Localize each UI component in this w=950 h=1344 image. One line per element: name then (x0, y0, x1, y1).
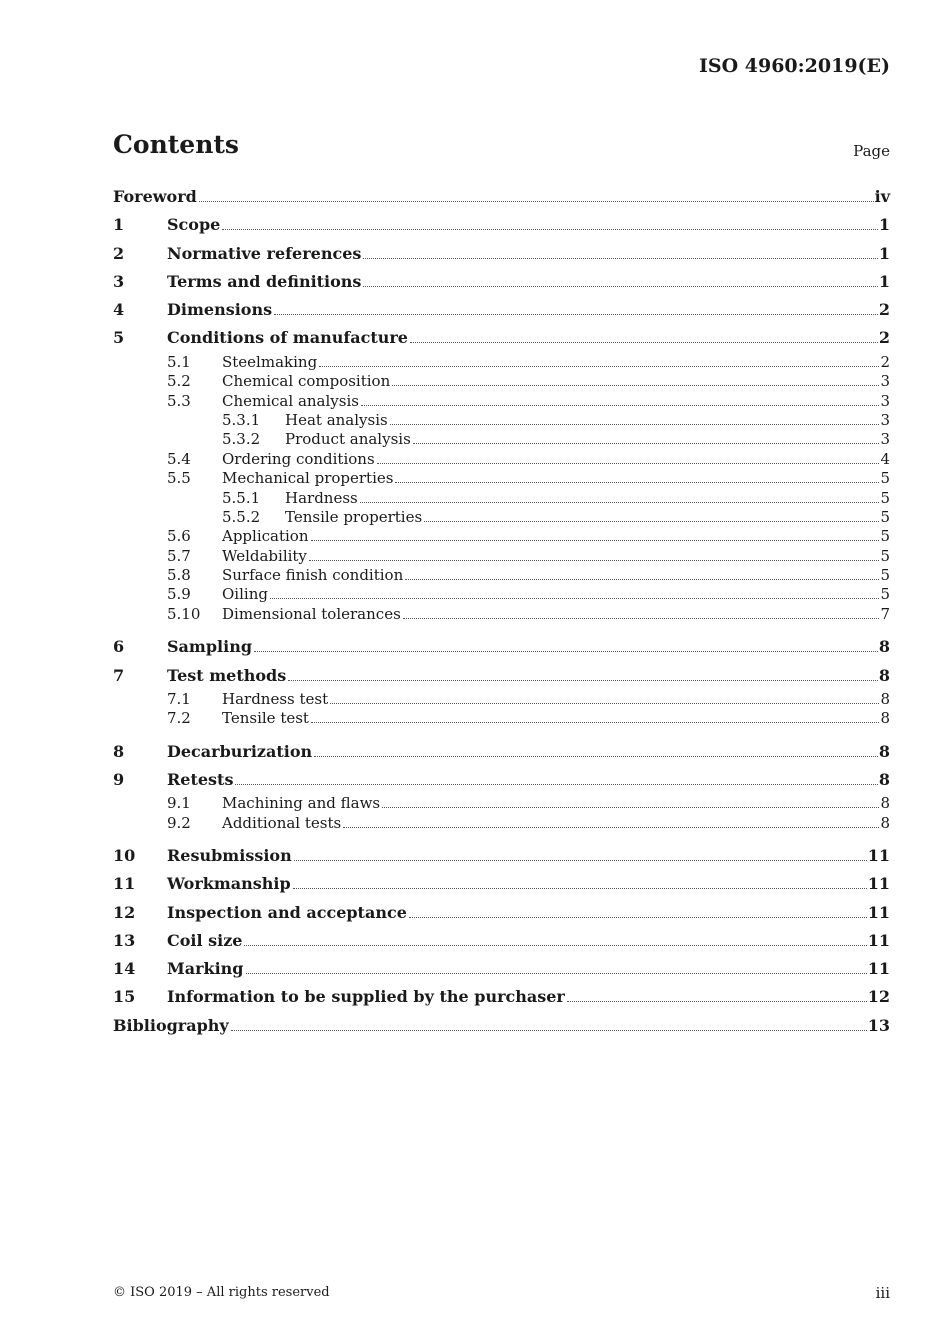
toc-entry-number: 7.1 (167, 689, 191, 708)
dot-leader (246, 973, 867, 974)
toc-entry-page: 8 (878, 665, 890, 685)
toc-entry-label: Test methods (167, 665, 287, 685)
toc-entry[interactable] (113, 296, 890, 324)
toc-entry-page: 11 (867, 930, 890, 950)
toc-entry-label: Additional tests (222, 813, 342, 832)
toc-entry-number: 8 (113, 741, 125, 761)
toc-entry-page: iv (874, 187, 890, 206)
dot-leader (293, 888, 867, 889)
toc-entry-number: 2 (113, 243, 125, 263)
toc-entry-label: Heat analysis (285, 410, 388, 429)
toc-entry-page: 5 (880, 585, 890, 604)
toc-entry[interactable] (113, 372, 890, 391)
toc-entry-number: 12 (113, 902, 136, 922)
toc-entry[interactable] (113, 566, 890, 585)
toc-entry-page: 3 (880, 391, 890, 410)
dot-leader (361, 405, 879, 406)
toc-entry[interactable] (113, 927, 890, 955)
toc-entry-label: Retests (167, 769, 234, 789)
toc-entry-number: 5.3.2 (222, 430, 261, 449)
toc-entry-label: Mechanical properties (222, 469, 394, 488)
dot-leader (294, 860, 867, 861)
document-id: ISO 4960:2019(E) (698, 55, 890, 77)
toc-entry[interactable] (113, 508, 890, 527)
toc-entry-label: Application (222, 527, 309, 546)
toc-entry[interactable] (113, 353, 890, 372)
dot-leader (343, 827, 879, 828)
toc-entry-page: 5 (880, 469, 890, 488)
toc-entry[interactable] (113, 211, 890, 239)
toc-entry[interactable] (113, 709, 890, 728)
dot-leader (409, 917, 867, 918)
dot-leader (395, 482, 879, 483)
toc-entry[interactable] (113, 955, 890, 983)
toc-entry-number: 5 (113, 328, 125, 348)
dot-leader (270, 598, 880, 599)
dot-leader (377, 463, 880, 464)
toc-entry-number: 15 (113, 987, 136, 1007)
toc-entry-number: 7.2 (167, 709, 191, 728)
dot-leader (311, 722, 880, 723)
dot-leader (363, 286, 877, 287)
toc-entry-page: 13 (867, 1015, 890, 1035)
toc-entry-page: 2 (880, 352, 890, 371)
dot-leader (410, 342, 878, 343)
toc-entry-label: Dimensional tolerances (222, 604, 401, 623)
toc-entry-number: 5.1 (167, 352, 191, 371)
toc-entry-page: 1 (878, 215, 890, 235)
toc-entry-number: 13 (113, 930, 136, 950)
toc-entry[interactable] (113, 392, 890, 411)
toc-entry-page: 5 (880, 566, 890, 585)
page-number-footer: iii (875, 1284, 890, 1302)
toc-entry-page: 8 (880, 709, 890, 728)
toc-entry-label: Dimensions (167, 300, 273, 320)
toc-entry[interactable] (113, 183, 890, 211)
toc-entry-number: 14 (113, 959, 136, 979)
toc-entry-number: 9.1 (167, 794, 191, 813)
toc-entry[interactable] (113, 633, 890, 661)
toc-entry[interactable] (113, 324, 890, 352)
dot-leader (392, 385, 879, 386)
toc-entry-page: 8 (878, 741, 890, 761)
toc-entry-page: 3 (880, 410, 890, 429)
copyright-footer: © ISO 2019 – All rights reserved (113, 1285, 330, 1300)
toc-entry-page: 1 (878, 243, 890, 263)
toc-entry-number: 5.3 (167, 391, 191, 410)
toc-entry-number: 5.10 (167, 604, 201, 623)
toc-entry-page: 1 (878, 271, 890, 291)
toc-entry[interactable] (113, 411, 890, 430)
toc-entry[interactable] (113, 605, 890, 624)
toc-entry-page: 11 (867, 959, 890, 979)
page-column-label: Page (853, 142, 890, 160)
toc-entry-label: Chemical analysis (222, 391, 359, 410)
toc-entry[interactable] (113, 489, 890, 508)
toc-entry[interactable] (113, 527, 890, 546)
dot-leader (254, 651, 878, 652)
toc-entry-label: Normative references (167, 243, 362, 263)
toc-entry-label: Surface finish condition (222, 566, 404, 585)
toc-entry[interactable] (113, 899, 890, 927)
toc-entry-number: 11 (113, 874, 136, 894)
dot-leader (309, 560, 880, 561)
toc-entry[interactable] (113, 240, 890, 268)
dot-leader (231, 1030, 867, 1031)
dot-leader (413, 443, 880, 444)
toc-entry-number: 10 (113, 846, 136, 865)
toc-entry-label: Sampling (167, 637, 253, 657)
toc-entry-label: Hardness (285, 488, 358, 507)
toc-entry[interactable] (113, 585, 890, 604)
dot-leader (274, 314, 878, 315)
dot-leader (567, 1001, 867, 1002)
toc-entry[interactable] (113, 268, 890, 296)
dot-leader (311, 540, 880, 541)
dot-leader (424, 521, 879, 522)
toc-entry[interactable] (113, 430, 890, 449)
dot-leader (222, 229, 878, 230)
dot-leader (314, 756, 878, 757)
toc-entry[interactable] (113, 983, 890, 1011)
toc-entry[interactable] (113, 870, 890, 898)
toc-entry-label: Tensile test (222, 709, 309, 728)
toc-entry-number: 4 (113, 300, 125, 320)
dot-leader (319, 366, 879, 367)
toc-entry-page: 11 (867, 846, 890, 865)
toc-entry-number: 5.9 (167, 585, 191, 604)
toc-entry-number: 5.6 (167, 527, 191, 546)
dot-leader (363, 258, 877, 259)
toc-entry-label: Marking (167, 959, 244, 979)
toc-entry-page: 4 (880, 449, 890, 468)
dot-leader (390, 424, 880, 425)
toc-entry-label: Scope (167, 215, 221, 235)
toc-entry-page: 8 (880, 813, 890, 832)
toc-entry-page: 8 (880, 689, 890, 708)
toc-entry-label: Weldability (222, 546, 307, 565)
toc-entry[interactable] (113, 469, 890, 488)
dot-leader (405, 579, 879, 580)
toc-entry-page: 7 (880, 604, 890, 623)
toc-entry[interactable] (113, 1012, 890, 1040)
toc-entry-page: 3 (880, 430, 890, 449)
toc-entry-label: Conditions of manufacture (167, 328, 408, 348)
toc-entry-label: Terms and definitions (167, 271, 362, 291)
toc-entry-label: Ordering conditions (222, 449, 375, 468)
dot-leader (235, 784, 877, 785)
toc-entry-number: 5.5.1 (222, 488, 261, 507)
toc-entry-label: Steelmaking (222, 352, 318, 371)
dot-leader (382, 807, 879, 808)
toc-entry-page: 8 (878, 769, 890, 789)
toc-entry-number: 5.7 (167, 546, 191, 565)
toc-entry-label: Machining and flaws (222, 794, 381, 813)
toc-entry-label: Oiling (222, 585, 268, 604)
toc-entry-number: 6 (113, 637, 125, 657)
toc-entry-number: 5.8 (167, 566, 191, 585)
toc-entry[interactable] (113, 690, 890, 709)
toc-entry[interactable] (113, 842, 890, 870)
toc-entry[interactable] (113, 547, 890, 566)
toc-entry[interactable] (113, 794, 890, 813)
dot-leader (288, 680, 878, 681)
toc-entry-page: 12 (867, 987, 890, 1007)
toc-entry-page: 11 (867, 902, 890, 922)
toc-entry[interactable] (113, 814, 890, 833)
toc-entry-number: 9 (113, 769, 125, 789)
dot-leader (360, 502, 880, 503)
toc-entry[interactable] (113, 738, 890, 766)
toc-entry-label: Bibliography (113, 1015, 229, 1035)
toc-entry-label: Coil size (167, 930, 243, 950)
toc-entry-label: Decarburization (167, 741, 313, 761)
toc-entry-number: 5.4 (167, 449, 191, 468)
toc-entry-page: 8 (880, 794, 890, 813)
toc-entry-label: Tensile properties (285, 507, 423, 526)
toc-entry-number: 7 (113, 665, 125, 685)
toc-entry-number: 5.3.1 (222, 410, 261, 429)
dot-leader (244, 945, 866, 946)
toc-entry-number: 9.2 (167, 813, 191, 832)
page-title: Contents (113, 130, 240, 159)
toc-entry-number: 1 (113, 215, 125, 235)
toc-entry-label: Foreword (113, 187, 197, 206)
toc-entry[interactable] (113, 662, 890, 690)
toc-entry-number: 5.5.2 (222, 507, 261, 526)
toc-entry-label: Hardness test (222, 689, 329, 708)
toc-entry-page: 8 (878, 637, 890, 657)
toc-entry-number: 3 (113, 271, 125, 291)
toc-entry-page: 2 (878, 328, 890, 348)
toc-entry-label: Workmanship (167, 874, 291, 894)
toc-entry-number: 5.5 (167, 469, 191, 488)
dot-leader (199, 201, 874, 202)
toc-entry-page: 2 (878, 300, 890, 320)
dot-leader (330, 703, 879, 704)
toc-entry-page: 5 (880, 507, 890, 526)
toc-entry-label: Resubmission (167, 846, 292, 865)
toc-entry-page: 3 (880, 372, 890, 391)
toc-entry-page: 5 (880, 546, 890, 565)
toc-entry-page: 11 (867, 874, 890, 894)
toc-entry-page: 5 (880, 527, 890, 546)
toc-entry-label: Information to be supplied by the purchaser (167, 987, 565, 1007)
toc-entry-label: Product analysis (285, 430, 411, 449)
toc-entry-page: 5 (880, 488, 890, 507)
toc-entry-label: Inspection and acceptance (167, 902, 407, 922)
table-of-contents (113, 183, 890, 1040)
dot-leader (403, 618, 880, 619)
toc-entry-label: Chemical composition (222, 372, 391, 391)
toc-entry-number: 5.2 (167, 372, 191, 391)
toc-entry[interactable] (113, 450, 890, 469)
toc-entry[interactable] (113, 766, 890, 794)
